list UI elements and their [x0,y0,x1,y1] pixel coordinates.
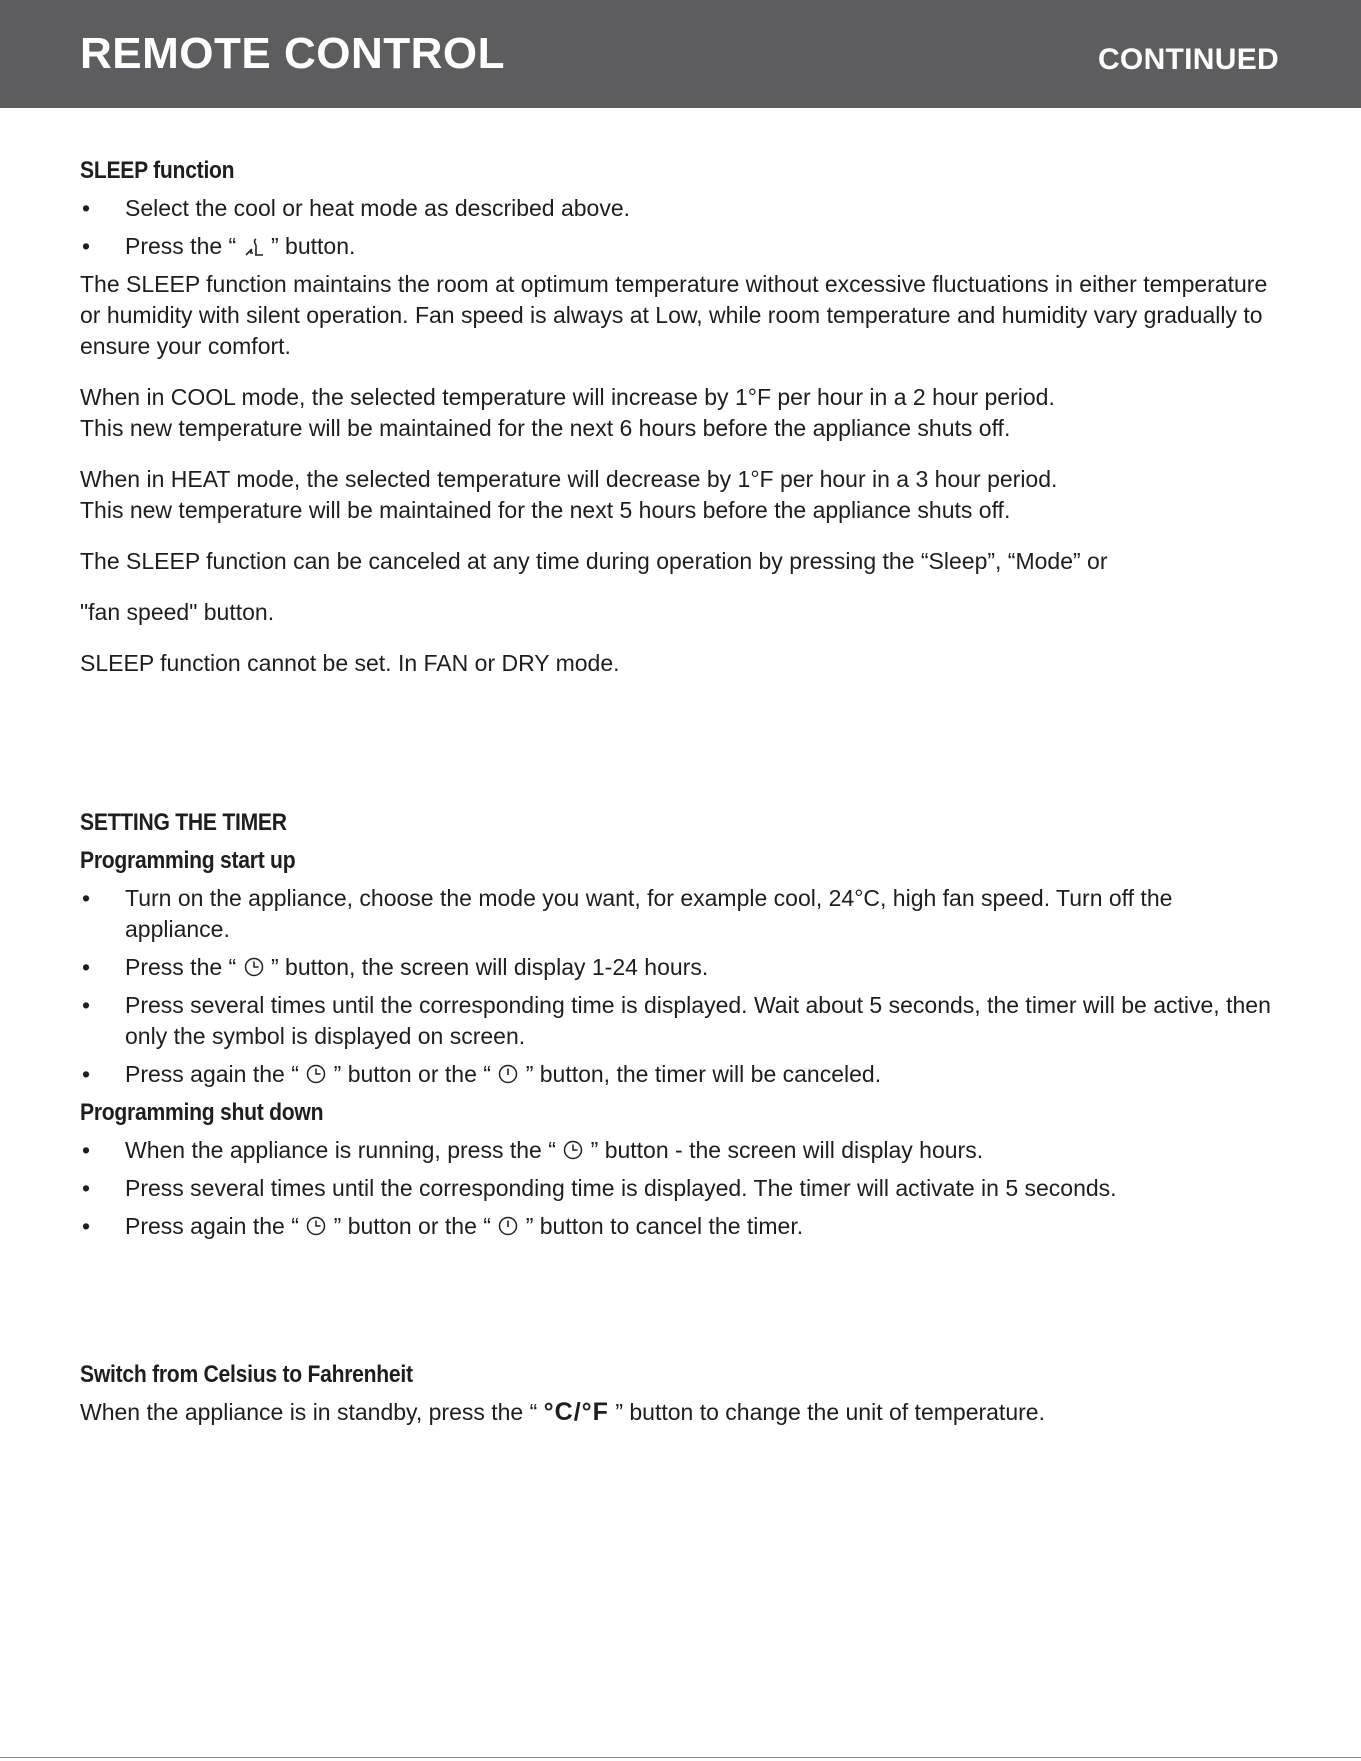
clock-icon [305,1063,327,1085]
list-item-text: ” button to cancel the timer. [525,1213,804,1239]
list-item-text: Press several times until the corresponding time is displayed. The timer will activate in 5 seconds. [125,1175,1117,1201]
list-item-text: Press several times until the corresponding time is displayed. Wait about 5 seconds, the timer will be active, then only the symbol is displayed on screen. [125,992,1271,1049]
list-item-text: When the appliance is running, press the “ [125,1137,556,1163]
list-item [80,1173,1280,1204]
list-item-text: Press the “ [125,954,237,980]
sleep-heat-info [80,464,1280,526]
list-item-text: Press again the “ [125,1061,299,1087]
sleep-heat-line-1: When in HEAT mode, the selected temperature will decrease by 1°F per hour in a 3 hour period. [80,466,1058,492]
sleep-cool-info [80,382,1280,444]
list-item [80,231,1280,262]
list-item-text: ” button or the “ [333,1213,491,1239]
sleep-restriction: SLEEP function cannot be set. In FAN or DRY mode. [80,650,620,676]
sleep-cool-line-2: This new temperature will be maintained for the next 6 hours before the appliance shuts off. [80,415,1011,441]
power-icon [497,1063,519,1085]
list-item-text: ” button. [271,233,356,259]
list-item [80,952,1280,983]
document-body [80,155,1280,1448]
startup-heading: Programming start up [80,847,296,874]
sleep-cool-line-1: When in COOL mode, the selected temperature will increase by 1°F per hour in a 2 hour period. [80,384,1055,410]
units-heading: Switch from Celsius to Fahrenheit [80,1361,413,1388]
spacer [80,1249,1280,1359]
list-item-text: Turn on the appliance, choose the mode you want, for example cool, 24°C, high fan speed. Turn off the appliance. [125,885,1173,942]
list-item [80,193,1280,224]
celsius-fahrenheit-icon: °C/°F [543,1398,609,1426]
list-item-text: ” button, the screen will display 1-24 hours. [271,954,709,980]
sleep-steps [80,193,1280,262]
sleep-description: The SLEEP function maintains the room at optimum temperature without excessive fluctuations in either temperature or humidity with silent operation. Fan speed is always at Low, while room temperature and humidity vary gradually to ensure your comfort. [80,271,1268,359]
continued-label: CONTINUED [1097,43,1279,76]
shutdown-steps [80,1135,1280,1242]
clock-icon [243,956,265,978]
startup-steps [80,883,1280,1090]
list-item-text: ” button, the timer will be canceled. [525,1061,882,1087]
units-text: ” button to change the unit of temperature. [615,1399,1045,1425]
list-item [80,990,1280,1052]
clock-icon [562,1139,584,1161]
page-title: REMOTE CONTROL [80,29,505,78]
spacer [80,699,1280,807]
sleep-heading: SLEEP function [80,157,235,184]
list-item-text: Press the “ [125,233,237,259]
list-item [80,883,1280,945]
units-text: When the appliance is in standby, press the “ [80,1399,538,1425]
sleep-icon [243,235,265,257]
clock-icon [305,1215,327,1237]
list-item-text: ” button or the “ [333,1061,491,1087]
list-item-text: ” button - the screen will display hours. [590,1137,984,1163]
list-item-text: Press again the “ [125,1213,299,1239]
power-icon [497,1215,519,1237]
units-instruction [80,1397,1280,1428]
sleep-heat-line-2: This new temperature will be maintained for the next 5 hours before the appliance shuts off. [80,497,1011,523]
footer-rule [0,1757,1361,1758]
sleep-cancel-info: The SLEEP function can be canceled at any time during operation by pressing the “Sleep”, “Mode” or [80,548,1108,574]
shutdown-heading: Programming shut down [80,1099,324,1126]
list-item [80,1135,1280,1166]
page-header [0,0,1361,108]
list-item-text: Select the cool or heat mode as described above. [125,195,631,221]
list-item [80,1059,1280,1090]
timer-heading: SETTING THE TIMER [80,809,287,836]
list-item [80,1211,1280,1242]
sleep-cancel-info-cont: "fan speed" button. [80,599,275,625]
